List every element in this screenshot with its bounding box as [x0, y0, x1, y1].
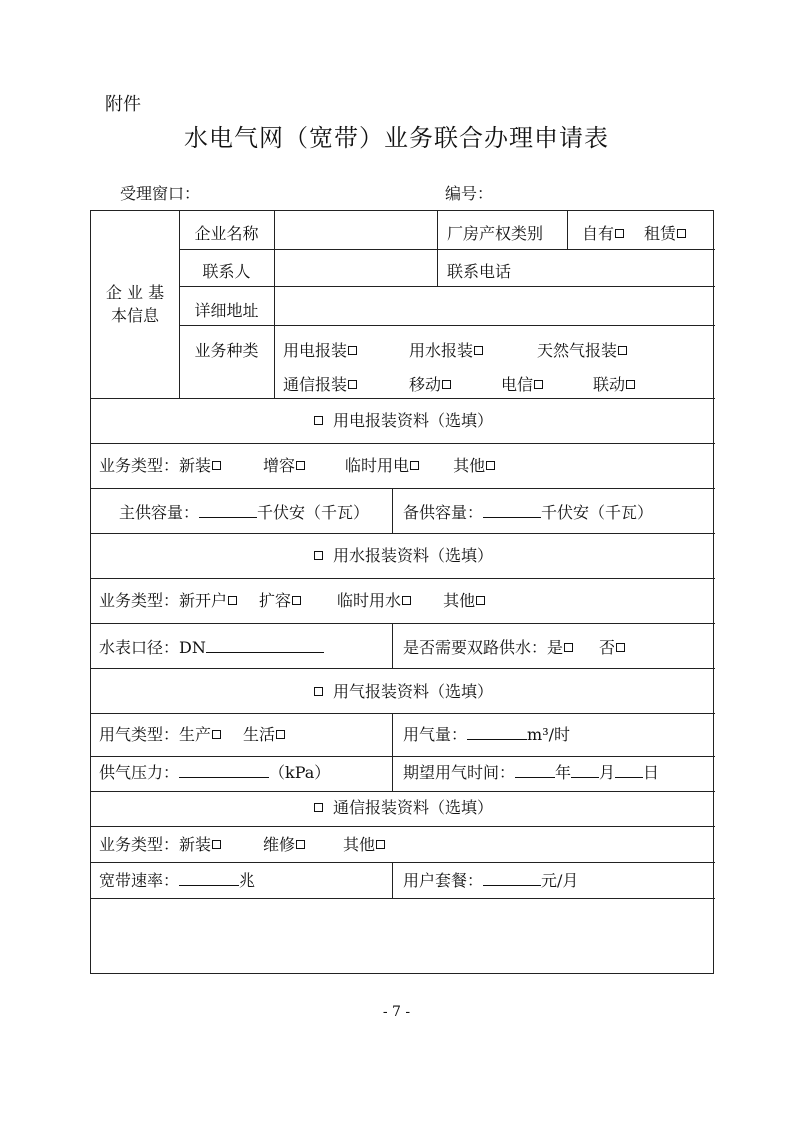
lease-checkbox[interactable]	[677, 229, 686, 238]
company-section-label-line2: 本信息	[110, 306, 159, 325]
water-temporary-checkbox[interactable]	[402, 596, 411, 605]
gas-living-checkbox[interactable]	[276, 730, 285, 739]
window-label: 受理窗口：	[120, 184, 201, 203]
gas-section-heading[interactable]: 用气报装资料（选填）	[91, 682, 715, 702]
main-capacity-blank[interactable]	[199, 503, 257, 518]
telecom-new-checkbox[interactable]	[212, 840, 221, 849]
broadband-speed-blank[interactable]	[179, 871, 239, 886]
main-capacity-row: 主供容量： 千伏安（千瓦）	[119, 503, 370, 522]
telecom-new-option[interactable]: 新装	[179, 835, 221, 854]
mobile-checkbox[interactable]	[442, 380, 451, 389]
electric-temporary-checkbox[interactable]	[410, 461, 419, 470]
property-type-label: 厂房产权类别	[447, 224, 544, 243]
telecom-other-option[interactable]: 其他	[343, 835, 385, 854]
water-other-checkbox[interactable]	[476, 596, 485, 605]
gas-production-checkbox[interactable]	[212, 730, 221, 739]
user-package-row: 用户套餐： 元/月	[403, 871, 579, 890]
company-name-label: 企业名称	[194, 224, 259, 243]
gas-pressure-blank[interactable]	[179, 763, 269, 778]
gas-pressure-row: 供气压力： （kPa）	[99, 763, 331, 782]
page-number: - 7 -	[382, 1004, 411, 1020]
contact-field[interactable]	[279, 254, 429, 284]
number-label: 编号：	[445, 184, 494, 203]
gas-living-option[interactable]: 生活	[243, 725, 285, 744]
property-lease-option[interactable]: 租赁	[644, 224, 686, 244]
gas-production-option[interactable]: 生产	[179, 725, 221, 744]
electric-other-option[interactable]: 其他	[453, 456, 495, 475]
own-checkbox[interactable]	[615, 229, 624, 238]
water-meter-blank[interactable]	[206, 638, 324, 653]
electric-temporary-option[interactable]: 临时用电	[345, 456, 419, 475]
backup-capacity-blank[interactable]	[483, 503, 541, 518]
option-electric[interactable]: 用电报装	[283, 341, 357, 361]
telecom-repair-checkbox[interactable]	[296, 840, 305, 849]
option-gas[interactable]: 天然气报装	[537, 341, 627, 361]
electric-section-heading[interactable]: 用电报装资料（选填）	[91, 411, 715, 431]
option-telecom-carrier[interactable]: 电信	[501, 375, 543, 395]
option-telecom[interactable]: 通信报装	[283, 375, 357, 395]
electric-checkbox[interactable]	[348, 346, 357, 355]
dual-supply-row: 是否需要双路供水：是 否	[403, 638, 625, 658]
telecom-type-row: 业务类型：新装 维修 其他	[99, 835, 385, 855]
water-meter-row: 水表口径：DN	[99, 638, 324, 658]
telecom-section-checkbox[interactable]	[314, 803, 323, 812]
unicom-checkbox[interactable]	[626, 380, 635, 389]
telecom-repair-option[interactable]: 维修	[263, 835, 305, 854]
gas-section-checkbox[interactable]	[314, 687, 323, 696]
remarks-area[interactable]	[97, 905, 709, 969]
application-form-table	[90, 210, 714, 974]
business-type-label: 业务种类	[194, 341, 259, 360]
water-new-option[interactable]: 新开户	[179, 591, 237, 610]
telecom-checkbox[interactable]	[348, 380, 357, 389]
water-new-checkbox[interactable]	[228, 596, 237, 605]
water-expand-option[interactable]: 扩容	[259, 591, 301, 610]
telecom-carrier-checkbox[interactable]	[534, 380, 543, 389]
water-checkbox[interactable]	[474, 346, 483, 355]
dual-supply-no-checkbox[interactable]	[616, 643, 625, 652]
water-section-checkbox[interactable]	[314, 551, 323, 560]
phone-label: 联系电话	[447, 262, 512, 281]
electric-section-checkbox[interactable]	[314, 416, 323, 425]
dual-supply-yes-checkbox[interactable]	[564, 643, 573, 652]
gas-volume-row: 用气量： m³/时	[403, 725, 570, 744]
address-field[interactable]	[279, 292, 709, 322]
form-title: 水电气网（宽带）业务联合办理申请表	[184, 124, 609, 152]
water-expand-checkbox[interactable]	[292, 596, 301, 605]
water-section-heading[interactable]: 用水报装资料（选填）	[91, 546, 715, 566]
option-unicom[interactable]: 联动	[593, 375, 635, 395]
electric-increase-option[interactable]: 增容	[263, 456, 305, 475]
gas-month-blank[interactable]	[571, 763, 599, 778]
water-temporary-option[interactable]: 临时用水	[337, 591, 411, 610]
electric-type-row: 业务类型：新装 增容 临时用电 其他	[99, 456, 495, 476]
gas-volume-blank[interactable]	[467, 725, 527, 740]
telecom-other-checkbox[interactable]	[376, 840, 385, 849]
backup-capacity-row: 备供容量： 千伏安（千瓦）	[403, 503, 654, 522]
contact-label: 联系人	[202, 262, 251, 281]
gas-expected-time-row: 期望用气时间： 年 月 日	[403, 763, 660, 782]
water-other-option[interactable]: 其他	[443, 591, 485, 610]
gas-type-row: 用气类型：生产 生活	[99, 725, 285, 745]
water-type-row: 业务类型：新开户 扩容 临时用水 其他	[99, 591, 485, 611]
user-package-blank[interactable]	[483, 871, 541, 886]
company-section-label-line1: 企 业 基	[105, 283, 165, 302]
gas-day-blank[interactable]	[615, 763, 643, 778]
telecom-section-heading[interactable]: 通信报装资料（选填）	[91, 798, 715, 818]
electric-new-checkbox[interactable]	[212, 461, 221, 470]
broadband-speed-row: 宽带速率： 兆	[99, 871, 256, 890]
electric-new-option[interactable]: 新装	[179, 456, 221, 475]
electric-increase-checkbox[interactable]	[296, 461, 305, 470]
electric-other-checkbox[interactable]	[486, 461, 495, 470]
company-name-field[interactable]	[279, 216, 429, 246]
attachment-label: 附件	[105, 94, 141, 115]
gas-checkbox[interactable]	[618, 346, 627, 355]
option-mobile[interactable]: 移动	[409, 375, 451, 395]
option-water[interactable]: 用水报装	[409, 341, 483, 361]
gas-year-blank[interactable]	[515, 763, 555, 778]
address-label: 详细地址	[194, 301, 259, 320]
property-own-option[interactable]: 自有	[582, 224, 624, 244]
phone-field[interactable]	[551, 254, 709, 284]
